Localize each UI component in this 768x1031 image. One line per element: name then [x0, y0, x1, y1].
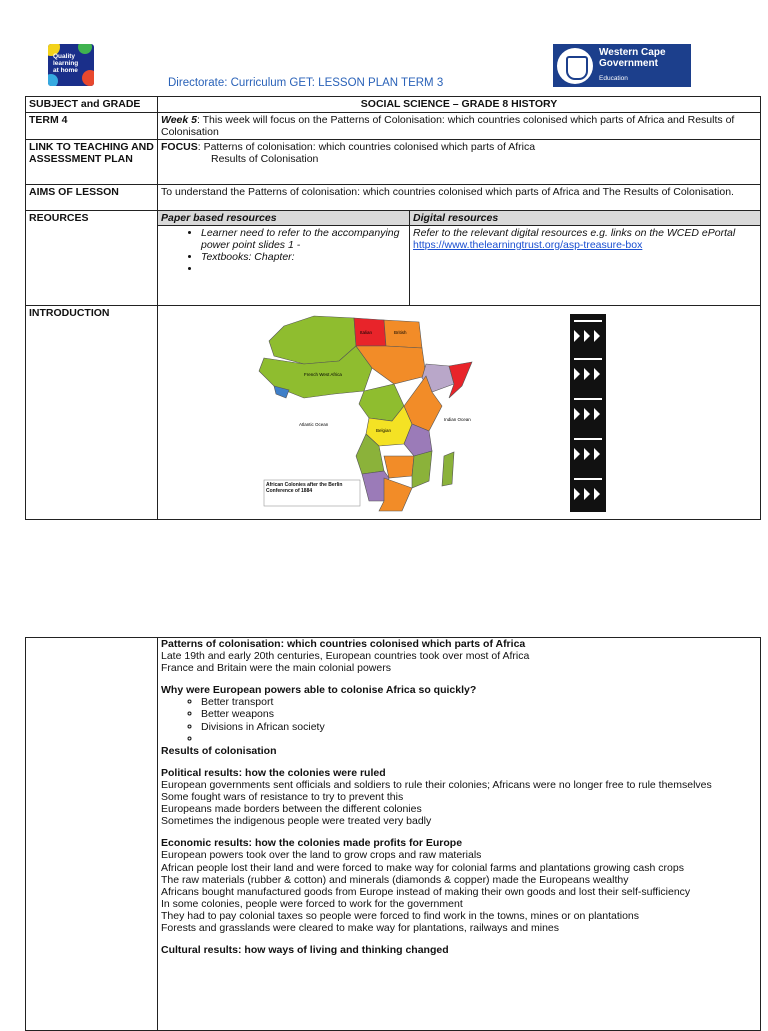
aims-label: AIMS OF LESSON: [26, 185, 158, 211]
content-line: France and Britain were the main colonial powers: [161, 662, 391, 675]
map-caption: African Colonies after the Berlin Conference of 1884: [266, 482, 343, 494]
logo-text-1: Quality: [53, 53, 76, 60]
reason-item: ◦ Divisions in African society: [201, 721, 757, 733]
content-heading-why: Why were European powers able to colonise Africa so quickly?: [161, 684, 477, 697]
paper-resources: [158, 226, 410, 306]
content-heading-cultural: Cultural results: how ways of living and thinking changed: [161, 944, 449, 957]
paper-item: • Textbooks: Chapter:: [201, 251, 406, 263]
term-cell: [158, 113, 761, 140]
map-label-belgian: Belgian: [376, 428, 392, 433]
logo-text-3: at home: [53, 67, 78, 74]
wcg-line1: Western Cape: [599, 47, 666, 58]
wcg-line2: Government: [599, 58, 658, 69]
focus-label: FOCUS: [161, 141, 198, 153]
lesson-plan-table: [25, 96, 761, 520]
content-heading-political: Political results: how the colonies were ruled: [161, 766, 386, 779]
western-cape-logo: [553, 44, 691, 87]
political-line: Some fought wars of resistance to try to prevent this: [161, 791, 404, 804]
map-rhodesia: [384, 456, 414, 478]
content-heading-results: Results of colonisation: [161, 744, 277, 757]
economic-line: In some colonies, people were forced to work for the government: [161, 897, 463, 910]
map-label-fwa: French West Africa: [304, 372, 342, 377]
content-line: Late 19th and early 20th centuries, European countries took over most of Africa: [161, 650, 530, 663]
directorate-title: Directorate: Curriculum GET: LESSON PLAN TERM 3: [168, 77, 444, 89]
subject-value: SOCIAL SCIENCE – GRADE 8 HISTORY: [158, 97, 761, 113]
crest-icon: [557, 48, 593, 84]
reason-item: ◦ Better weapons: [201, 708, 757, 720]
map-label-british: British: [394, 330, 407, 335]
resources-label: REOURCES: [26, 211, 158, 306]
economic-line: European powers took over the land to grow crops and raw materials: [161, 849, 482, 862]
map-madagascar: [442, 452, 454, 486]
political-line: European governments sent officials and soldiers to rule their colonies; Africans were no longer free to rule themselves: [161, 778, 712, 791]
treasure-box-link[interactable]: https://www.thelearningtrust.org/asp-treasure-box: [413, 239, 643, 251]
logo-text-2: learning: [53, 60, 79, 67]
economic-line: African people lost their land and were forced to make way for colonial farms and plantations growing cash crops: [161, 861, 684, 874]
focus-line2: Results of Colonisation: [211, 153, 319, 165]
subject-label: SUBJECT and GRADE: [26, 97, 158, 113]
term-label: TERM 4: [26, 113, 158, 140]
term-text: : This week will focus on the Patterns of Colonisation: which countries colonised which parts of Africa and Results of Colonisation: [161, 114, 735, 138]
africa-colonies-map: [244, 306, 484, 516]
economic-line: They had to pay colonial taxes so people were forced to find work in the towns, mines or on plantations: [161, 909, 640, 922]
reason-item: ◦ Better transport: [201, 696, 757, 708]
aims-text: To understand the Patterns of colonisation: which countries colonised which parts of Africa and The Results of Colonisation.: [158, 185, 761, 211]
paper-item: [201, 263, 406, 275]
digital-text: Refer to the relevant digital resources e.g. links on the WCED ePortal: [413, 227, 736, 239]
map-label-indian: Indian Ocean: [444, 417, 471, 422]
economic-line: Africans bought manufactured goods from Europe instead of making their own goods and lost their self-sufficiency: [161, 885, 691, 898]
map-label-italian: Italian: [360, 330, 373, 335]
content-body: [158, 638, 761, 1031]
quality-learning-logo: [48, 44, 94, 86]
political-line: Sometimes the indigenous people were treated very badly: [161, 815, 432, 828]
intro-label: INTRODUCTION: [26, 306, 158, 520]
paper-heading: Paper based resources: [158, 211, 410, 226]
paper-item: • Learner need to refer to the accompanying power point slides 1 -: [201, 227, 406, 251]
patterned-strip: [570, 314, 606, 512]
focus-line1: : Patterns of colonisation: which countries colonised which parts of Africa: [197, 141, 536, 153]
focus-cell: [158, 140, 761, 185]
link-label: LINK TO TEACHING AND ASSESSMENT PLAN: [26, 140, 158, 185]
economic-line: The raw materials (rubber & cotton) and minerals (diamonds & copper) made the Europeans wealthy: [161, 873, 629, 886]
term-week: Week 5: [161, 114, 197, 126]
political-line: Europeans made borders between the different colonies: [161, 803, 422, 816]
map-label-atlantic: Atlantic Ocean: [299, 422, 329, 427]
digital-resources: [410, 226, 761, 306]
wcg-line3: Education: [599, 75, 628, 82]
intro-cell: [158, 306, 761, 520]
content-heading-economic: Economic results: how the colonies made profits for Europe: [161, 837, 463, 850]
reason-item: [201, 733, 757, 745]
lesson-content-table: [25, 637, 761, 1031]
content-heading-patterns: Patterns of colonisation: which countries colonised which parts of Africa: [161, 638, 526, 650]
economic-line: Forests and grasslands were cleared to make way for plantations, railways and mines: [161, 921, 560, 934]
digital-heading: Digital resources: [410, 211, 761, 226]
content-label-cell: [26, 638, 158, 1031]
